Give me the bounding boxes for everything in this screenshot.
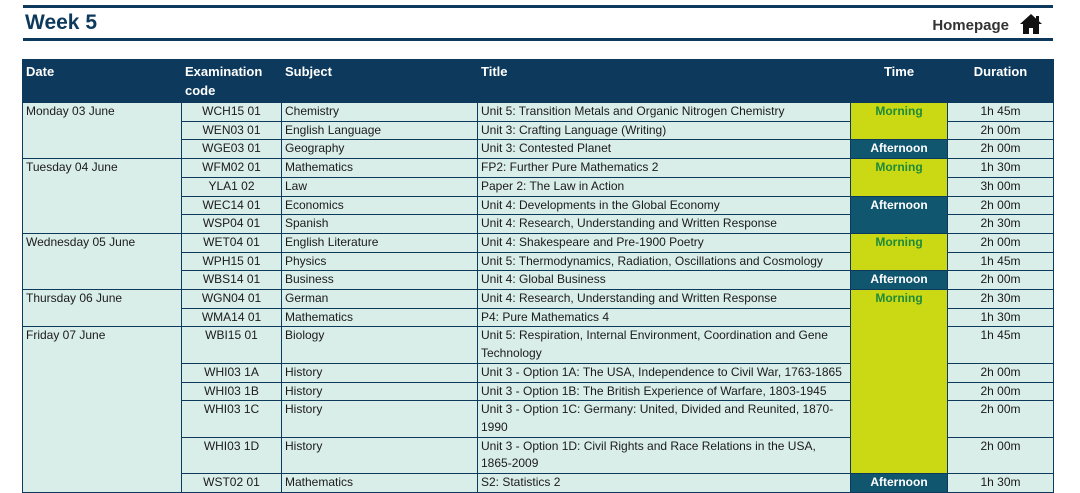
- duration: 2h 00m: [948, 382, 1054, 401]
- exam-code: WEN03 01: [182, 121, 282, 140]
- exam-code: WST02 01: [182, 474, 282, 493]
- exam-code: WCH15 01: [182, 103, 282, 122]
- col-header-duration: Duration: [948, 60, 1054, 103]
- subject: Mathematics: [282, 474, 478, 493]
- exam-title: Unit 3: Contested Planet: [478, 140, 851, 159]
- date-cell: Monday 03 June: [23, 103, 182, 159]
- table-row: [23, 290, 1054, 309]
- exam-title: Unit 4: Research, Understanding and Written Response: [478, 290, 851, 309]
- duration: 1h 45m: [948, 103, 1054, 122]
- subject: Economics: [282, 196, 478, 215]
- exam-code: WSP04 01: [182, 215, 282, 234]
- time-afternoon: Afternoon: [851, 140, 948, 159]
- time-afternoon: Afternoon: [851, 196, 948, 233]
- exam-title: Unit 4: Global Business: [478, 271, 851, 290]
- exam-title: Unit 4: Developments in the Global Economy: [478, 196, 851, 215]
- date-cell: Wednesday 05 June: [23, 233, 182, 289]
- subject: Spanish: [282, 215, 478, 234]
- col-header-title: Title: [478, 60, 851, 103]
- subject: English Literature: [282, 233, 478, 252]
- duration: 1h 45m: [948, 252, 1054, 271]
- duration: 2h 00m: [948, 271, 1054, 290]
- time-afternoon: Afternoon: [851, 474, 948, 493]
- time-afternoon: Afternoon: [851, 271, 948, 290]
- time-morning: Morning: [851, 233, 948, 270]
- duration: 2h 30m: [948, 215, 1054, 234]
- duration: 1h 45m: [948, 327, 1054, 363]
- exam-code: WEC14 01: [182, 196, 282, 215]
- exam-code: WBS14 01: [182, 271, 282, 290]
- subject: German: [282, 290, 478, 309]
- subject: Biology: [282, 327, 478, 363]
- exam-title: Paper 2: The Law in Action: [478, 177, 851, 196]
- duration: 2h 00m: [948, 363, 1054, 382]
- page-title: Week 5: [25, 11, 97, 34]
- duration: 2h 00m: [948, 437, 1054, 473]
- col-header-subject: Subject: [282, 60, 478, 103]
- exam-title: Unit 5: Respiration, Internal Environment, Coordination and Gene Technology: [478, 327, 851, 363]
- duration: 2h 00m: [948, 140, 1054, 159]
- exam-title: Unit 4: Shakespeare and Pre-1900 Poetry: [478, 233, 851, 252]
- exam-code: WHI03 1A: [182, 363, 282, 382]
- col-header-date: Date: [23, 60, 182, 103]
- exam-title: Unit 5: Transition Metals and Organic Nitrogen Chemistry: [478, 103, 851, 122]
- duration: 2h 30m: [948, 290, 1054, 309]
- subject: Law: [282, 177, 478, 196]
- duration: 1h 30m: [948, 474, 1054, 493]
- date-cell: Friday 07 June: [23, 327, 182, 492]
- page-header: [23, 5, 1053, 41]
- exam-code: WFM02 01: [182, 159, 282, 178]
- exam-code: WET04 01: [182, 233, 282, 252]
- date-cell: Tuesday 04 June: [23, 159, 182, 234]
- subject: Mathematics: [282, 308, 478, 327]
- subject: Physics: [282, 252, 478, 271]
- table-row: [23, 159, 1054, 178]
- exam-timetable: [22, 59, 1054, 493]
- exam-title: Unit 3 - Option 1B: The British Experience of Warfare, 1803-1945: [478, 382, 851, 401]
- exam-title: Unit 5: Thermodynamics, Radiation, Oscillations and Cosmology: [478, 252, 851, 271]
- subject: Chemistry: [282, 103, 478, 122]
- table-row: [23, 233, 1054, 252]
- subject: History: [282, 363, 478, 382]
- exam-code: WGN04 01: [182, 290, 282, 309]
- col-header-time: Time: [851, 60, 948, 103]
- exam-code: WHI03 1D: [182, 437, 282, 473]
- exam-code: WHI03 1B: [182, 382, 282, 401]
- exam-code: YLA1 02: [182, 177, 282, 196]
- exam-title: S2: Statistics 2: [478, 474, 851, 493]
- duration: 2h 00m: [948, 401, 1054, 437]
- exam-title: Unit 3 - Option 1C: Germany: United, Divided and Reunited, 1870-1990: [478, 401, 851, 437]
- table-row: [23, 103, 1054, 122]
- exam-title: Unit 4: Research, Understanding and Written Response: [478, 215, 851, 234]
- subject: History: [282, 401, 478, 437]
- subject: Geography: [282, 140, 478, 159]
- col-header-code: Examination code: [182, 60, 282, 103]
- homepage-link[interactable]: Homepage: [932, 17, 1009, 34]
- duration: 3h 00m: [948, 177, 1054, 196]
- subject: History: [282, 437, 478, 473]
- exam-code: WBI15 01: [182, 327, 282, 363]
- subject: English Language: [282, 121, 478, 140]
- exam-code: WGE03 01: [182, 140, 282, 159]
- exam-title: Unit 3 - Option 1D: Civil Rights and Race Relations in the USA, 1865-2009: [478, 437, 851, 473]
- time-morning: Morning: [851, 103, 948, 140]
- exam-title: Unit 3: Crafting Language (Writing): [478, 121, 851, 140]
- home-icon[interactable]: [1019, 13, 1043, 35]
- exam-title: Unit 3 - Option 1A: The USA, Independence to Civil War, 1763-1865: [478, 363, 851, 382]
- duration: 1h 30m: [948, 308, 1054, 327]
- exam-code: WMA14 01: [182, 308, 282, 327]
- subject: History: [282, 382, 478, 401]
- duration: 2h 00m: [948, 121, 1054, 140]
- exam-code: WPH15 01: [182, 252, 282, 271]
- time-morning: Morning: [851, 159, 948, 196]
- duration: 2h 00m: [948, 196, 1054, 215]
- exam-code: WHI03 1C: [182, 401, 282, 437]
- time-morning: Morning: [851, 290, 948, 474]
- duration: 1h 30m: [948, 159, 1054, 178]
- duration: 2h 00m: [948, 233, 1054, 252]
- date-cell: Thursday 06 June: [23, 290, 182, 327]
- subject: Business: [282, 271, 478, 290]
- exam-title: P4: Pure Mathematics 4: [478, 308, 851, 327]
- table-header-row: [23, 60, 1054, 103]
- exam-title: FP2: Further Pure Mathematics 2: [478, 159, 851, 178]
- subject: Mathematics: [282, 159, 478, 178]
